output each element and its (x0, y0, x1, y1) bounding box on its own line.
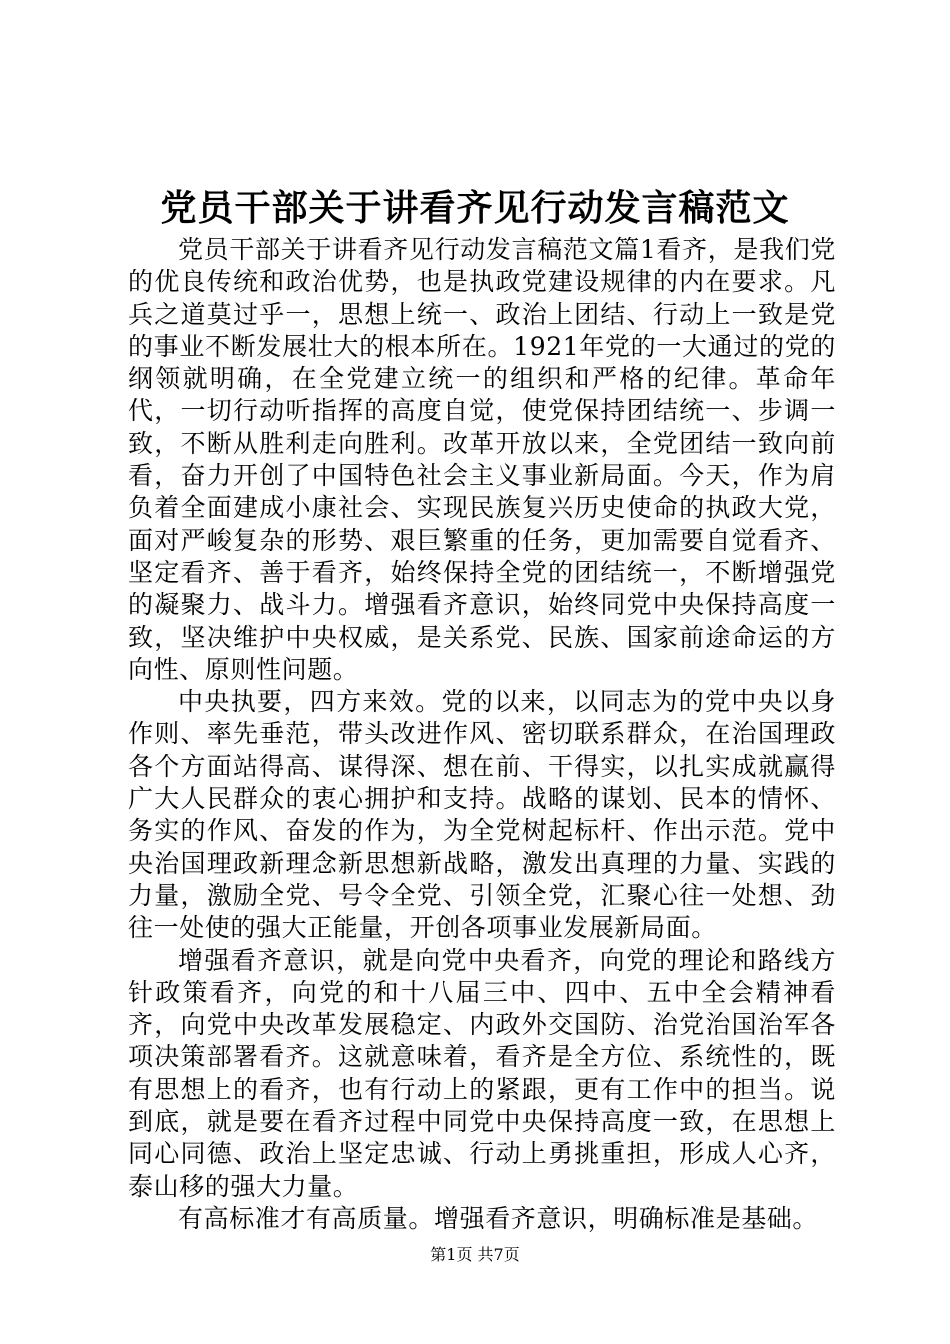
page-number-footer: 第1页 共7页 (430, 1245, 520, 1264)
paragraph-1: 党员干部关于讲看齐见行动发言稿范文篇1看齐，是我们党的优良传统和政治优势，也是执政党建设规律的内在要求。凡兵之道莫过乎一，思想上统一、政治上团结、行动上一致是党的事业不断发展壮大的根本所在。1921年党的一大通过的党的纲领就明确，在全党建立统一的组织和严格的纪律。革命年代，一切行动听指挥的高度自觉，使党保持团结统一、步调一致，不断从胜利走向胜利。改革开放以来，全党团结一致向前看，奋力开创了中国特色社会主义事业新局面。今天，作为肩负着全面建成小康社会、实现民族复兴历史使命的执政大党，面对严峻复杂的形势、艰巨繁重的任务，更加需要自觉看齐、坚定看齐、善于看齐，始终保持全党的团结统一，不断增强党的凝聚力、战斗力。增强看齐意识，始终同党中央保持高度一致，坚决维护中央权威，是关系党、民族、国家前途命运的方向性、原则性问题。 (128, 235, 836, 684)
paragraph-3: 增强看齐意识，就是向党中央看齐，向党的理论和路线方针政策看齐，向党的和十八届三中、四中、五中全会精神看齐，向党中央改革发展稳定、内政外交国防、治党治国治军各项决策部署看齐。这就意味着，看齐是全方位、系统性的，既有思想上的看齐，也有行动上的紧跟，更有工作中的担当。说到底，就是要在看齐过程中同党中央保持高度一致，在思想上同心同德、政治上坚定忠诚、行动上勇挑重担，形成人心齐，泰山移的强大力量。 (128, 945, 836, 1201)
paragraph-2: 中央执要，四方来效。党的以来，以同志为的党中央以身作则、率先垂范，带头改进作风、密切联系群众，在治国理政各个方面站得高、谋得深、想在前、干得实，以扎实成就赢得广大人民群众的衷心拥护和支持。战略的谋划、民本的情怀、务实的作风、奋发的作为，为全党树起标杆、作出示范。党中央治国理政新理念新思想新战略，激发出真理的力量、实践的力量，激励全党、号令全党、引领全党，汇聚心往一处想、劲往一处使的强大正能量，开创各项事业发展新局面。 (128, 687, 836, 943)
document-body (128, 234, 836, 1235)
paragraph-4: 有高标准才有高质量。增强看齐意识，明确标准是基础。 (178, 1203, 819, 1233)
document-title: 党员干部关于讲看齐见行动发言稿范文 (160, 187, 790, 229)
